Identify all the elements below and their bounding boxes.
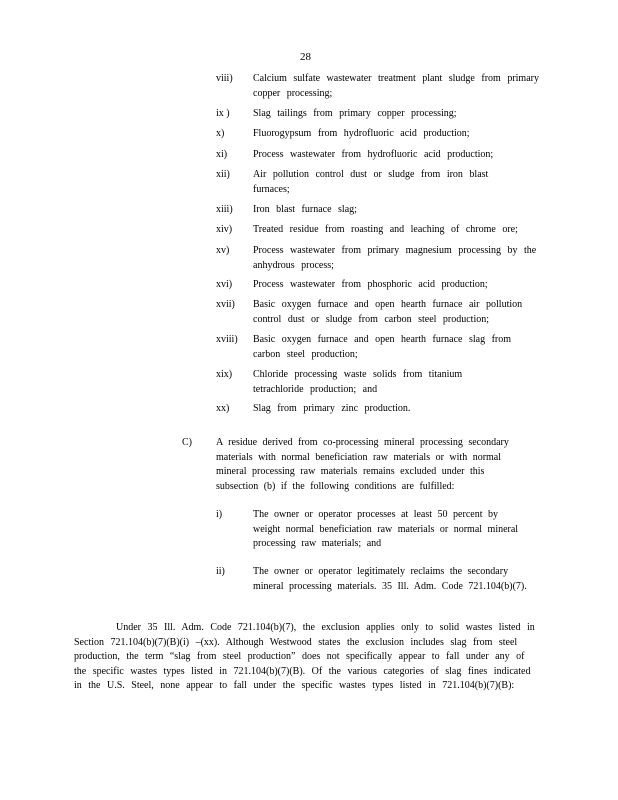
list-item-number: xi)	[216, 149, 228, 160]
list-item-text: Slag tailings from primary copper processing;	[253, 108, 457, 119]
list-item-number: x)	[216, 128, 225, 139]
list-item-number: xiv)	[216, 224, 233, 235]
list-item-number: xix)	[216, 369, 233, 380]
list-item-text: Chloride processing waste solids from titanium tetrachloride production; and	[253, 369, 463, 395]
list-item-number: xv)	[216, 245, 230, 256]
list-item-text: Process wastewater from primary magnesium processing by the anhydrous process;	[253, 245, 537, 271]
list-item-number: xii)	[216, 169, 230, 180]
condition-number: i)	[216, 509, 223, 520]
list-item-number: xx)	[216, 403, 230, 414]
condition-number: ii)	[216, 566, 225, 577]
list-item-number: xviii)	[216, 334, 238, 345]
list-item-text: Basic oxygen furnace and open hearth furnace slag from carbon steel production;	[253, 334, 512, 360]
list-item-text: Slag from primary zinc production.	[253, 403, 411, 414]
list-item-text: Iron blast furnace slag;	[253, 204, 357, 215]
condition-text: The owner or operator processes at least 50 percent by weight normal beneficiation raw materials or normal mineral processing raw materials; and	[253, 509, 519, 549]
section-c-label: C)	[182, 437, 192, 448]
list-item-text: Process wastewater from phosphoric acid production;	[253, 279, 488, 290]
list-item-number: xvi)	[216, 279, 233, 290]
page-number: 28	[300, 51, 311, 63]
list-item-text: Air pollution control dust or sludge from iron blast furnaces;	[253, 169, 489, 195]
list-item-number: xvii)	[216, 299, 235, 310]
list-item-number: viii)	[216, 73, 233, 84]
section-c-text: A residue derived from co-processing mineral processing secondary materials with normal beneficiation raw materials or with normal mineral processing raw materials remains excluded under this subsection (b) if the following conditions are fulfilled:	[216, 437, 509, 492]
list-item-text: Process wastewater from hydrofluoric acid production;	[253, 149, 494, 160]
list-item-text: Fluorogypsum from hydrofluoric acid production;	[253, 128, 470, 139]
body-paragraph: Under 35 Ill. Adm. Code 721.104(b)(7), the exclusion applies only to solid wastes listed in Section 721.104(b)(7)(B)(i) –(xx). Although Westwood states the exclusion includes slag from steel production, the term “slag from steel production” does not specifically appear to fall under any of the specific wastes types listed in 721.104(b)(7)(B). Of the various categories of slag fines indicated in the U.S. Steel, none appear to fall under the specific wastes types listed in 721.104(b)(7)(B):	[74, 622, 535, 692]
condition-text: The owner or operator legitimately reclaims the secondary mineral processing materials. 35 Ill. Adm. Code 721.104(b)(7).	[253, 566, 527, 592]
list-item-number: xiii)	[216, 204, 233, 215]
list-item-text: Treated residue from roasting and leaching of chrome ore;	[253, 224, 518, 235]
list-item-number: ix )	[216, 108, 230, 119]
list-item-text: Calcium sulfate wastewater treatment plant sludge from primary copper processing;	[253, 73, 539, 99]
list-item-text: Basic oxygen furnace and open hearth furnace air pollution control dust or sludge from carbon steel production;	[253, 299, 523, 325]
